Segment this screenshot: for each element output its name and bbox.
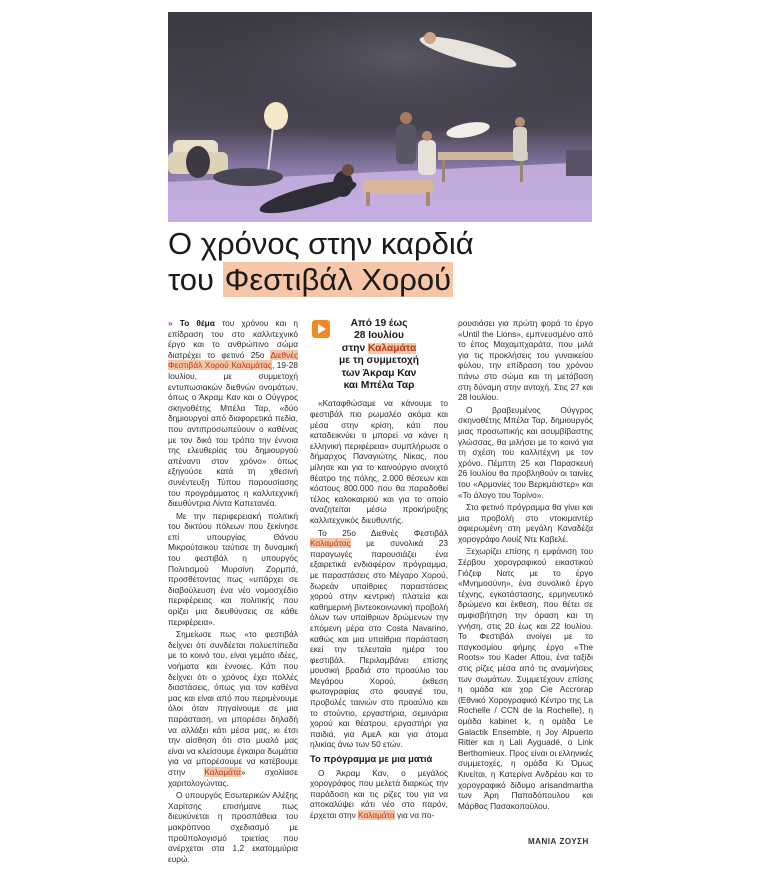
article-column-3 bbox=[458, 318, 593, 813]
paragraph: Ξεχωρίζει επίσης η εμφάνιση του Σέρβου χορογραφικού εικαστικού Γιόζεφ Νατς με το έργο «Μνημοσύνη», ένα συνολικό έργο τέχνης, εγκατάστασης, ερμηνευτικό δρώμενο και έκθεση, που θέτει σε αμφισβήτηση την όραση και τη γνήση, στις 20 έως και 22 Ιουλίου. Το Φεστιβάλ ανοίγει με το παγκοσμίου φήμης έργο «The Roots» του Kader Attou, ένα ταξίδι στις ρίζες μέσα από τις αναμνήσεις των σωμάτων. Συμμετέχουν επίσης η ομάδα και χορ Cie Accrorap (Εθνικό Χορογραφικό Κέντρο της La Rochelle / CCN de la Rochelle), η ομάδα kabinet k, η ομάδα Le Galactik Ensemble, η Joy Alpuerto Ritter και η Lali Ayguadé, ο Link Berthomieux. Προς είναι οι ελληνικές συμμετοχές, η ομάδα Κι Όμως Κινείται, η Κατερίνα Ανδρέου και το χορογραφικό δίδυμο arisandmartha των Άρη Παπαδόπουλου και Μάρθας Πασακοπούλου. bbox=[458, 546, 593, 811]
paragraph-text-b: με συνολικά 23 παραγωγές παρουσιάζει ένα εξαιρετικά ενδιαφέρον πρόγραμμα, με παραστάσεις στο Μέγαρο Χορού, δωρεάν υπαίθριες παραστάσεις χορού στην κεντρική πλατεία και καθημερινή βιντεοκοινωνική προβολή όλων των υπαίθριων δρώμενων την επόμενη μέρα στο Costa Navarino, καθώς και μια υπαίθρια παράσταση εκεί την τελευταία ημέρα του φεστιβάλ. Περιλαμβάνει επίσης μουσική βραδιά στο προαύλιο του Μεγάρου Χορού, έκθεση φωτογραφίας στο φουαγιέ του, προβολές ταινιών στο προαύλιο και το στούντιο, εργαστήρια, σεμινάρια χορού και θέατρου, εργαστήρι για παιδιά, για ΑμεΑ και για άτομα ηλικίας άνω των 50 ετών. bbox=[310, 538, 448, 750]
paragraph: Με την περιφερειακή πολιτική του δικτύου πόλεων που ξεκίνησε επί υπουργίας Θάνου Μικρούτσικου ταύτισε τη δυναμική του φεστιβάλ η υπουργός Πολιτισμού Μυρσίνη Ζορμπά, προσθέτοντας πως «υπάρχει σε διαβούλευση ένα νέο νομοσχέδιο περιφέρειας και πολιτικής που ορίζει μια διευθύνσεις σε κάθε περιφέρεια». bbox=[168, 510, 298, 627]
lead-text-a: του χρόνου και η επίδραση του στο καλλιτεχνικό έργο και το ανθρώπινο σώμα διατρέχει το φετινό 25ο bbox=[168, 318, 298, 360]
pull-quote-line: των Άκραμ Καν bbox=[341, 367, 417, 379]
pull-quote-line: και Μπέλα Ταρ bbox=[343, 380, 415, 392]
headline-line-1: Ο χρόνος στην καρδιά bbox=[168, 226, 474, 261]
paragraph: «Καταφθώσαμε να κάνουμε το φεστιβάλ πιο ρωμαλέο ακόμα και μέσα στην κρίση, κάτι που καταδεικνύει τι μπορεί να κάνει η ελληνική περιφέρεια» συμπλήρωσε ο δήμαρχος Παναγιώτης Νίκας, που μίλησε και για το καινούργιο ανοιχτό θέατρο της πόλης, 2.000 θέσεων και κόστους 800.000 που θα παραδοθεί τέλος καλοκαιριού και για το οποίο αναζητείται μέσω προκήρυξης καλλιτεχνικός διευθυντής. bbox=[310, 398, 448, 525]
pull-quote-line: Από 19 έως bbox=[350, 318, 408, 329]
paragraph-text-a: Το 25ο Διεθνές Φεστιβάλ bbox=[318, 527, 448, 538]
paragraph: ρουσιάσει για πρώτη φορά το έργο «Until the Lions», εμπνευσμένο από το έπος Μαχαμπχαράτα, που μιλά για τις προκλήσεις του γυναικείου φύλου, την επίδραση του χρόνου πάνω στο σώμα και τη μετάβαση στη δύναμη στην αντοχή. Στις 27 και 28 Ιουλίου. bbox=[458, 318, 593, 403]
paragraph-text-b: για να πο- bbox=[394, 810, 435, 820]
pull-quote-text: στην bbox=[341, 342, 369, 354]
paragraph-text-b: » σχολίασε χαριτολογώντας. bbox=[168, 766, 298, 788]
headline-highlight: Φεστιβάλ Χορού bbox=[224, 262, 452, 297]
paragraph-text-a: Σημείωσε πως «το φεστιβάλ δείχνει ότι συνδέεται πολυεπίπεδα με το κοινό του, είναι γεμάτο ιδέες, νοήματα και έννοιες. Κάτι που δείχνει ότι ο χρόνος έχει πολλές διαστάσεις, όπως για τον καθένα μας και είναι από που περιμένουμε όλοι όταν πηγαίνουμε σε μια παράσταση, να μπορέσει δηλαδή να αλλάξει κάτι μέσα μας, κι έτσι την αίσθηση ότι στο μυαλό μας είναι να κλείσουμε έγκαιρα δωμάτια για να μπορέσουμε να κατέβουμε στην bbox=[168, 629, 298, 777]
paragraph bbox=[168, 629, 298, 788]
paragraph: Ο υπουργός Εσωτερικών Αλέξης Χαρίτσης επισήμανε πως διευκύνεται η προσπάθεια του μακρόπνοο σχεδιασμό με προϋπολογισμό τριετίας που ανέρχεται στα 1,2 εκατομμύρια ευρώ. bbox=[168, 790, 298, 864]
headline bbox=[168, 226, 592, 298]
lead-arrow-icon: » bbox=[168, 318, 173, 328]
headline-line-2 bbox=[168, 262, 592, 298]
paragraph: Στο φετινό πρόγραμμα θα γίνει και μια προβολή στο ντοκιμαντέρ αφιερωμένη στη μεγάλη Καναδέζα χορογράφο Λουίζ Ντε Καβελέ. bbox=[458, 502, 593, 544]
play-arrow-icon bbox=[312, 320, 330, 338]
city-highlight: Καλαμάτας bbox=[310, 538, 351, 549]
article-column-1 bbox=[168, 318, 298, 866]
pull-quote-line: με τη συμμετοχή bbox=[339, 355, 419, 367]
dance-performance-image bbox=[168, 12, 592, 222]
city-highlight: Καλαμάτα bbox=[204, 766, 241, 777]
city-highlight: Καλαμάτα bbox=[358, 810, 395, 820]
lead-paragraph bbox=[168, 318, 298, 509]
pull-quote bbox=[310, 318, 448, 398]
pull-quote-city-highlight: Καλαμάτα bbox=[368, 342, 417, 354]
pull-quote-line bbox=[310, 343, 448, 355]
lead-strong: Το θέμα bbox=[179, 318, 215, 328]
headline-line-2-prefix: του bbox=[168, 262, 223, 297]
paragraph-text-a: Ο Άκραμ Καν, ο μεγάλος χορογράφος που μελετά διαρκώς την παράδοση και τις ρίζες του για να αποκαλύψει κάτι νέο στο παρόν, έρχεται στην bbox=[310, 767, 448, 820]
paragraph: Ο βραβευμένος Ούγγρος σκηνοθέτης Μπέλα Ταρ, δημιουργός μιας προσωπικής και ασυμβίβαστης γλώσσας, θα μιλήσει με το κοινό για τη σχέση του καλλιτέχνη με τον χρόνο. Πέμπτη 25 και Παρασκευή 26 Ιουλίου θα προβληθούν οι ταινίες του «Αρμονίες του Βερκμάιστερ» και «Το άλογο του Τορίνο». bbox=[458, 404, 593, 500]
author-byline: ΜΑΝΙΑ ΖΟΥΣΗ bbox=[528, 837, 589, 846]
lead-text-b: , 19-28 Ιουλίου, με συμμετοχή εντυπωσιακών διεθνών ονομάτων, όπως ο Άκραμ Καν και ο Ούγγρος σκηνοθέτης Μπέλα Ταρ, «δύο δημιουργοί από διαφορετικά πεδία, που αντιπροσωπεύουν ο καθένας με τον δικό του τρόπο την έννοια της ελευθερίας του δημιουργού απέναντι στον χρόνο» όπως εξηγούσε κατά τη χθεσινή συνέντευξη Τύπου παρουσίασης του προγράμματος η καλλιτεχνική διευθύντρια Λίντα Καπετανέα. bbox=[168, 360, 298, 509]
pull-quote-line: 28 Ιουλίου bbox=[354, 330, 404, 342]
festival-name-highlight: Διεθνές Φεστιβάλ Χορού Καλαμάτας bbox=[168, 349, 298, 371]
paragraph bbox=[310, 528, 448, 750]
section-subhead: Το πρόγραμμα με μια ματιά bbox=[310, 753, 433, 765]
paragraph bbox=[310, 768, 448, 821]
hero-photo bbox=[168, 12, 592, 222]
article-column-2 bbox=[310, 318, 448, 823]
